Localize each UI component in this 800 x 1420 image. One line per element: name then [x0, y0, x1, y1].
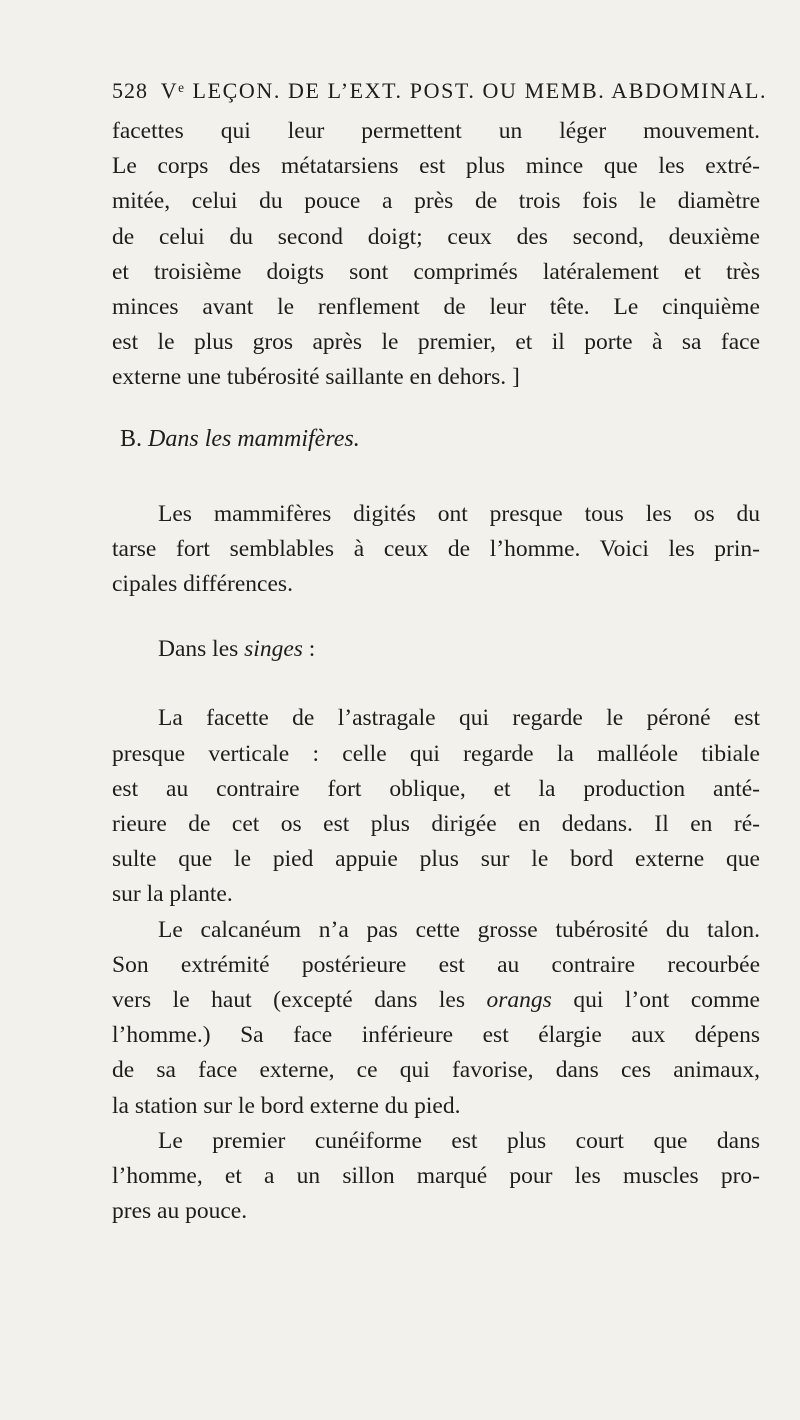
italic-term: singes — [244, 636, 303, 663]
text-line: rieure de cet os est plus dirigée en dedans. Il en ré- — [112, 811, 760, 838]
text-line: tarse fort semblables à ceux de l’homme. Voici les prin- — [112, 535, 760, 562]
text-line: l’homme.) Sa face inférieure est élargie aux dépens — [112, 1022, 760, 1049]
text-run: Dans les — [158, 636, 245, 663]
section-letter: B. — [120, 425, 143, 452]
text-line: de celui du second doigt; ceux des second, deuxième — [112, 223, 760, 250]
text-line: sulte que le pied appuie plus sur le bord externe que — [112, 846, 760, 873]
running-title: Vᵉ LEÇON. DE L’EXT. POST. OU MEMB. ABDOMINAL. — [160, 78, 768, 103]
paragraph-mammals — [112, 497, 760, 603]
text-line: de sa face externe, ce qui favorise, dans ces animaux, — [112, 1057, 760, 1084]
text-line: minces avant le renflement de leur tête. Le cinquième — [112, 294, 760, 321]
text-run: qui l’ont comme — [551, 987, 760, 1014]
text-line: est au contraire fort oblique, et la production anté- — [112, 775, 760, 802]
text-line: La facette de l’astragale qui regarde le péroné est — [158, 705, 760, 732]
paragraph-astragalus — [112, 701, 760, 912]
text-line: Les mammifères digités ont presque tous les os du — [158, 500, 760, 527]
text-line: Le premier cunéiforme est plus court que dans — [158, 1127, 760, 1154]
text-line: cipales différences. — [112, 571, 293, 598]
page-number: 528 — [112, 78, 148, 103]
text-line: sur la plante. — [112, 881, 233, 908]
paragraph-cuneiform — [112, 1124, 760, 1230]
text-run: vers le haut (excepté dans les — [112, 987, 487, 1014]
italic-term: orangs — [486, 987, 552, 1014]
text-line: l’homme, et a un sillon marqué pour les muscles pro- — [112, 1163, 760, 1190]
running-head — [112, 78, 768, 104]
text-line: facettes qui leur permettent un léger mouvement. — [112, 118, 760, 144]
text-line: Son extrémité postérieure est au contraire recourbée — [112, 951, 760, 978]
text-line: pres au pouce. — [112, 1198, 248, 1225]
text-line: externe une tubérosité saillante en dehors. ] — [112, 364, 520, 391]
text-run: : — [302, 636, 316, 663]
paragraph-metatarsals — [112, 114, 760, 396]
text-line: presque verticale : celle qui regarde la malléole tibiale — [112, 740, 760, 767]
text-line: la station sur le bord externe du pied. — [112, 1092, 461, 1119]
paragraph-calcaneum — [112, 913, 760, 1124]
section-title: Dans les mammifères. — [148, 425, 360, 452]
paragraph-monkeys-heading — [112, 632, 760, 667]
text-line: Le calcanéum n’a pas cette grosse tubérosité du talon. — [158, 916, 760, 943]
text-line: Le corps des métatarsiens est plus mince que les extré- — [112, 153, 760, 180]
text-line — [112, 983, 760, 1018]
text-line: est le plus gros après le premier, et il porte à sa face — [112, 329, 760, 356]
text-line: mitée, celui du pouce a près de trois fois le diamètre — [112, 188, 760, 215]
text-line — [112, 632, 760, 667]
text-line: et troisième doigts sont comprimés latéralement et très — [112, 258, 760, 285]
section-heading — [120, 426, 760, 453]
